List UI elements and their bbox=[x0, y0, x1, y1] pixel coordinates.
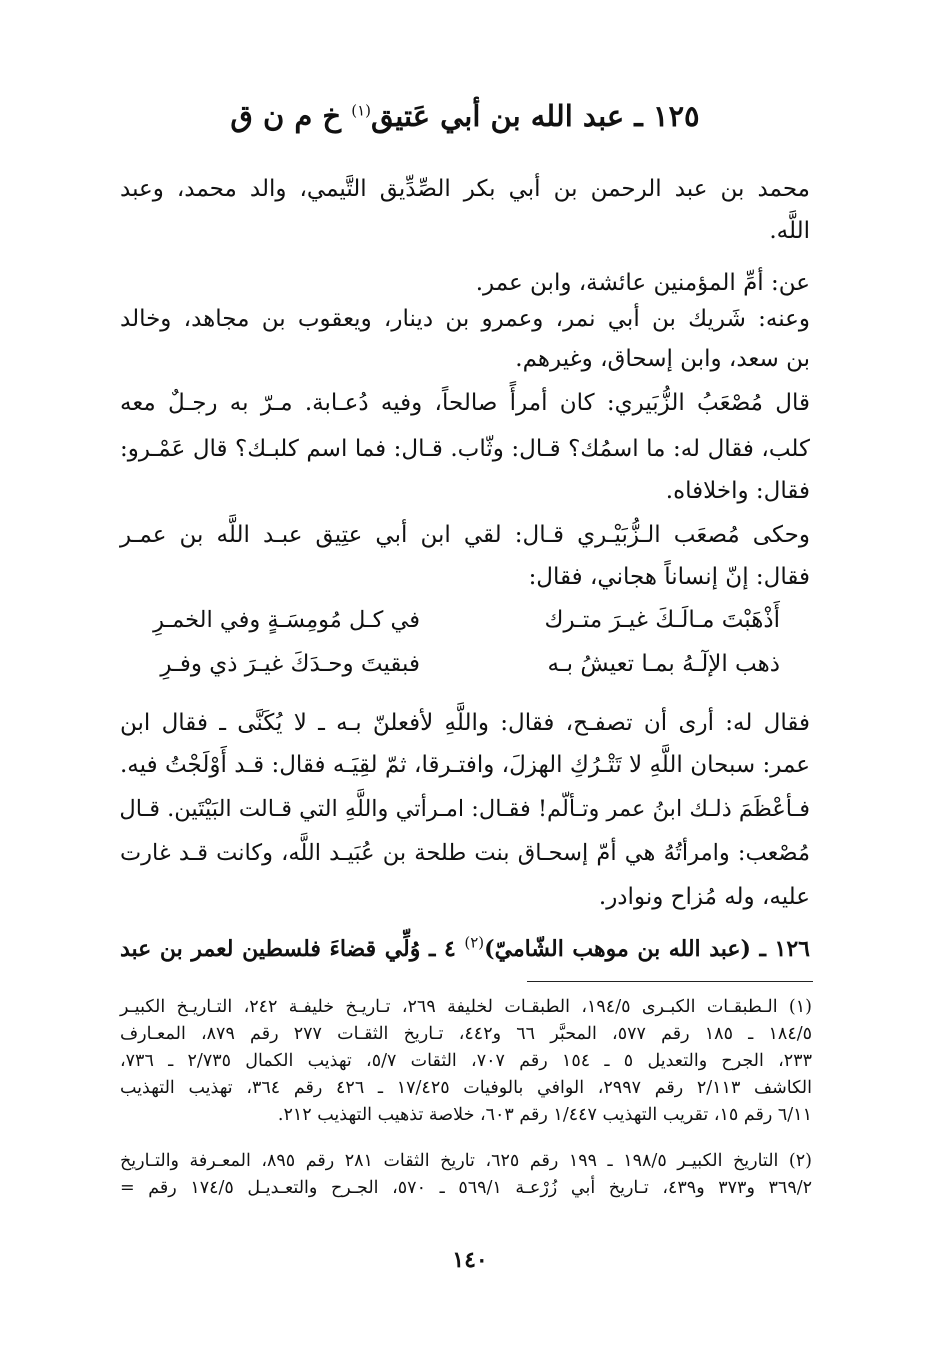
footnote-line: الكاشف ٢/١١٣ رقم ٢٩٩٧، الوافي بالوفيات ١٧/٤٢٥ ـ ٤٢٦ رقم ٣٦٤، تهذيب التهذيب bbox=[120, 1078, 812, 1098]
footnote-line: ٦/١١ رقم ١٥، تقريب التهذيب ١/٤٤٧ رقم ٦٠٣، خلاصة تذهيب التهذيب ٢١٢. bbox=[277, 1105, 812, 1125]
body-line: كلب، فقال له: ما اسمُك؟ قـال: وثّاب. قـال: فما اسم كلبـك؟ قال عَمْـرو: bbox=[120, 436, 810, 462]
body-line: قال مُصْعَبُ الزُّبَيري: كان أمرأً صالحاً، وفيه دُعـابة. مـرّ به رجـلٌ معه bbox=[120, 390, 810, 416]
body-line: وعنه: شَريك بن أبي نمر، وعمرو بن دينار، ويعقوب بن مجاهد، وخالد bbox=[120, 306, 810, 332]
footnote-ref: (١) bbox=[351, 101, 372, 120]
body-line: وحكى مُصعَب الـزُّبَيْـري قـال: لقي ابن أبي عتِيق عبـد اللَّه بن عمـر bbox=[120, 522, 810, 548]
body-line: مُصْعب: وامرأتُهُ هي أمّ إسحـاق بنت طلحة بن عُبَيـد اللَّه، وكانت قـد غارت bbox=[120, 840, 810, 866]
verse-hemistich: أَذْهَبْتَ مـالَـكَ غيـرَ متـرك bbox=[544, 607, 780, 633]
body-line: فـأعْظَمَ ذلـك ابنُ عمر وتـألّم! فقـال: امـرأتي واللَّهِ التي قـالت البَيْتَين. قـال bbox=[119, 796, 810, 822]
entry-heading-126 bbox=[120, 930, 810, 968]
body-line: فقال: إنّ إنساناً هجاني، فقال: bbox=[528, 564, 810, 590]
entry-heading-title: ١٢٥ ـ عبد الله بن أبي عَتيق bbox=[371, 99, 700, 133]
verse-hemistich: ذهب الإلٓـهُ بمـا تعيشُ بـه bbox=[547, 651, 780, 677]
body-line: محمد بن عبد الرحمن بن أبي بكر الصِّدِّيق التَّيمي، والد محمد، وعبد bbox=[120, 176, 810, 202]
footnote-line: ٣٦٩/٢ و٣٧٣ و٤٣٩، تـاريخ أبي زُرْعـة ٥٦٩/١ ـ ٥٧٠، الجـرح والتعـديـل ١٧٤/٥ رقم = bbox=[120, 1178, 813, 1198]
footnote-line: ١٨٤/٥ ـ ١٨٥ رقم ٥٧٧، المحبَّر ٦٦ و٤٤٢، تـاريخ الثقـات ٢٧٧ رقم ٨٧٩، المعـارف bbox=[120, 1024, 813, 1044]
entry-heading-rest: ٤ ـ وُلِّي قضاءَ فلسطين لعمر بن عبد bbox=[120, 936, 456, 962]
body-line: عمر: سبحان اللَّهِ لا تَتْـرُكِ الهزلَ، وافتـرقا، ثمّ لقِيَـه فقال: قـد أَوْلَجْتُ فيه. bbox=[120, 752, 810, 778]
body-line: فقال: واخلافاه. bbox=[665, 478, 810, 504]
entry-heading bbox=[120, 96, 810, 136]
footnote-line: ٢٣٣، الجرح والتعديل ٥ ـ ١٥٤ رقم ٧٠٧، الثقات ٥/٧، تهذيب الكمال ٢/٧٣٥ ـ ٧٣٦، bbox=[120, 1051, 812, 1071]
footnote-line: (١) الـطبقـات الكبـرى ١٩٤/٥، الطبقـات لخليفة ٢٦٩، تـاريـخ خليفـة ٢٤٢، التـاريـخ الكبيـر bbox=[120, 997, 812, 1017]
body-line: بن سعد، وابن إسحاق، وغيرهم. bbox=[515, 346, 810, 372]
body-line: عن: أمِّ المؤمنين عائشة، وابن عمر. bbox=[475, 270, 810, 296]
entry-heading-sigla: خ م ن ق bbox=[230, 99, 342, 133]
body-line: فقال له: أرى أن تصفـح، فقال: واللَّهِ لأفعلنّ بـه ـ لا يُكَنَّى ـ فقال ابن bbox=[120, 710, 810, 736]
body-line: اللَّه. bbox=[769, 218, 810, 244]
verse-hemistich: فبقيتَ وحـدَكَ غيـرَ ذي وفـرِ bbox=[160, 651, 420, 677]
footnote-line: (٢) التاريخ الكبيـر ١٩٨/٥ ـ ١٩٩ رقم ٦٢٥، تاريخ الثقات ٢٨١ رقم ٨٩٥، المعـرفة والتـاريخ bbox=[120, 1151, 812, 1171]
footnote-divider bbox=[527, 981, 813, 982]
page-number: ١٤٠ bbox=[452, 1247, 488, 1273]
footnote-ref: (٢) bbox=[464, 933, 485, 952]
body-line: عليه، وله مُزاح ونوادر. bbox=[598, 884, 810, 910]
entry-heading-title: ١٢٦ ـ (عبد الله بن موهب الشّاميّ) bbox=[484, 936, 810, 962]
verse-hemistich: في كـل مُومِسَـةٍ وفي الخمـرِ bbox=[153, 607, 420, 633]
